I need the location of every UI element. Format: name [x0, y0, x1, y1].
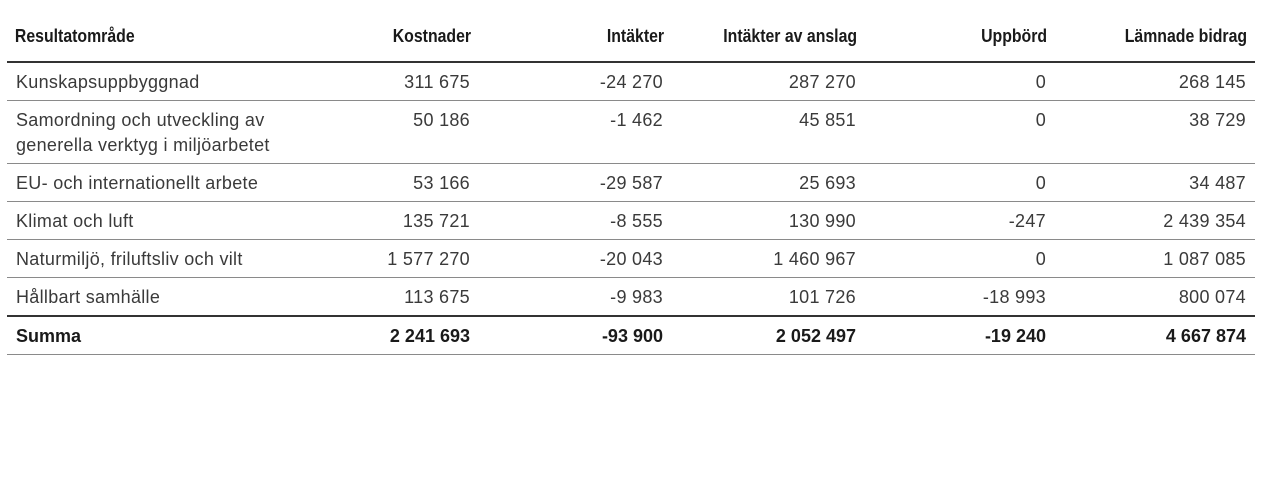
table-row	[7, 278, 1255, 317]
table-row	[7, 240, 1255, 278]
cell-intakter: -1 462	[479, 101, 672, 164]
cell-uppbord: 0	[865, 164, 1055, 202]
header-lamnade-bidrag: Lämnade bidrag	[1079, 0, 1255, 62]
cell-lamnade-bidrag: 268 145	[1055, 62, 1255, 101]
cell-resultatomrade: Klimat och luft	[7, 202, 279, 240]
table-body	[7, 62, 1255, 355]
cell-uppbord: 0	[865, 101, 1055, 164]
cell-resultatomrade: Samordning och utveckling av generella verktyg i miljöarbetet	[7, 101, 279, 164]
cell-uppbord: 0	[865, 62, 1055, 101]
cell-intakter-av-anslag: 25 693	[672, 164, 865, 202]
cell-kostnader: 53 166	[279, 164, 479, 202]
header-intakter-av-anslag: Intäkter av anslag	[695, 0, 865, 62]
cell-intakter: -9 983	[479, 278, 672, 317]
cell-intakter: -24 270	[479, 62, 672, 101]
cell-intakter: -20 043	[479, 240, 672, 278]
cell-lamnade-bidrag: 1 087 085	[1055, 240, 1255, 278]
total-uppbord: -19 240	[865, 316, 1055, 355]
results-table	[7, 0, 1255, 355]
cell-resultatomrade: Naturmiljö, friluftsliv och vilt	[7, 240, 279, 278]
cell-resultatomrade: EU- och internationellt arbete	[7, 164, 279, 202]
total-intakter: -93 900	[479, 316, 672, 355]
cell-uppbord: -18 993	[865, 278, 1055, 317]
header-row	[7, 0, 1255, 62]
cell-intakter-av-anslag: 1 460 967	[672, 240, 865, 278]
cell-uppbord: 0	[865, 240, 1055, 278]
cell-kostnader: 50 186	[279, 101, 479, 164]
cell-resultatomrade: Kunskapsuppbyggnad	[7, 62, 279, 101]
header-uppbord: Uppbörd	[888, 0, 1055, 62]
total-lamnade-bidrag: 4 667 874	[1055, 316, 1255, 355]
cell-lamnade-bidrag: 800 074	[1055, 278, 1255, 317]
cell-lamnade-bidrag: 2 439 354	[1055, 202, 1255, 240]
header-intakter: Intäkter	[502, 0, 672, 62]
table-row	[7, 164, 1255, 202]
table-row	[7, 62, 1255, 101]
cell-intakter-av-anslag: 45 851	[672, 101, 865, 164]
cell-kostnader: 113 675	[279, 278, 479, 317]
cell-resultatomrade: Hållbart samhälle	[7, 278, 279, 317]
total-label: Summa	[7, 316, 279, 355]
total-row	[7, 316, 1255, 355]
total-kostnader: 2 241 693	[279, 316, 479, 355]
cell-intakter-av-anslag: 130 990	[672, 202, 865, 240]
cell-intakter: -8 555	[479, 202, 672, 240]
cell-kostnader: 311 675	[279, 62, 479, 101]
cell-uppbord: -247	[865, 202, 1055, 240]
cell-lamnade-bidrag: 34 487	[1055, 164, 1255, 202]
total-intakter-av-anslag: 2 052 497	[672, 316, 865, 355]
header-kostnader: Kostnader	[303, 0, 479, 62]
cell-lamnade-bidrag: 38 729	[1055, 101, 1255, 164]
table-header	[7, 0, 1255, 62]
cell-intakter: -29 587	[479, 164, 672, 202]
cell-intakter-av-anslag: 287 270	[672, 62, 865, 101]
table-row	[7, 202, 1255, 240]
cell-intakter-av-anslag: 101 726	[672, 278, 865, 317]
header-resultatomrade: Resultatområde	[7, 0, 246, 62]
results-table-container	[7, 0, 1255, 355]
cell-kostnader: 135 721	[279, 202, 479, 240]
table-row	[7, 101, 1255, 164]
cell-kostnader: 1 577 270	[279, 240, 479, 278]
